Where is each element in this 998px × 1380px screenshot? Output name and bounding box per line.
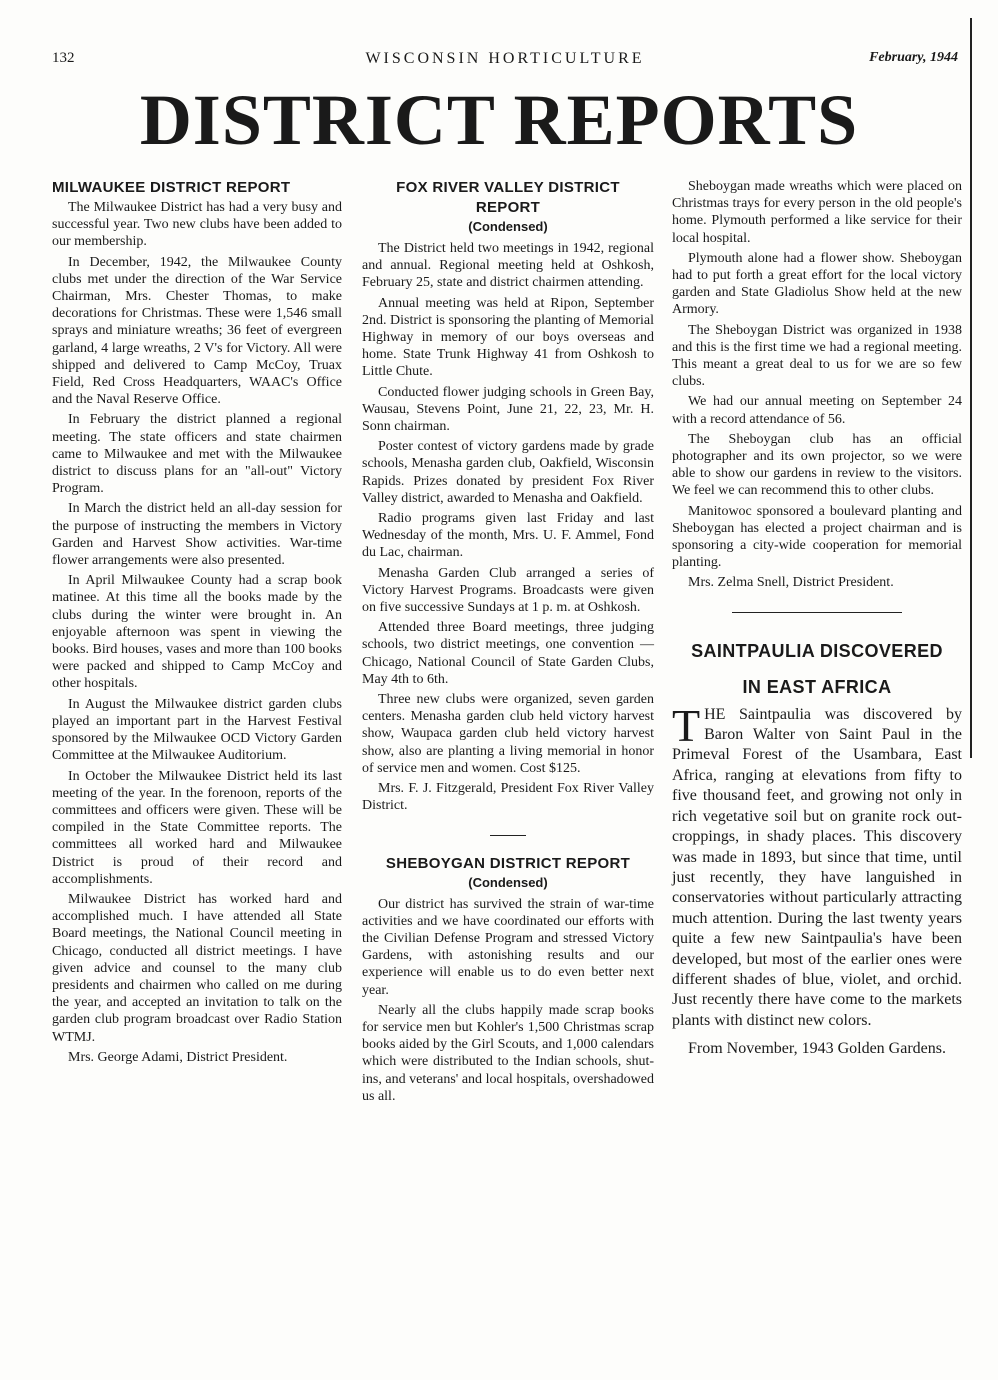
milwaukee-paragraph: In August the Milwaukee district garden clubs played an important part in the Harvest Festival sponsored by the Milwaukee OCD Victory Garden Committee at the Milwaukee Auditorium. (52, 696, 342, 764)
sheboygan-paragraph: The Sheboygan club has an official photographer and its own projector, so we were able to show our gardens in review to the visitors. We feel we can recommend this to other clubs. (672, 431, 962, 499)
drop-cap: T (672, 699, 701, 751)
column-fox-river (362, 178, 654, 1108)
milwaukee-signature: Mrs. George Adami, District President. (68, 1049, 288, 1065)
journal-title: WISCONSIN HORTICULTURE (365, 50, 645, 67)
milwaukee-paragraph: In March the district held an all-day session for the purpose of instructing the members in Victory Garden and Harvest Show activities. War-time flower arrangements were also presented. (52, 501, 342, 569)
sheboygan-heading: SHEBOYGAN DISTRICT REPORT (385, 854, 631, 872)
sheboygan-paragraph: Plymouth alone had a flower show. Sheboygan had to put forth a great effort for the local victory garden and State Gladiolus Show held at the new Armory. (672, 250, 962, 318)
fox-river-subheading: (Condensed) (468, 219, 548, 234)
column-milwaukee (52, 178, 342, 1069)
milwaukee-paragraph: In February the district planned a regional meeting. The state officers and state chairmen came to Milwaukee and met with the Milwaukee district to discuss plans for an "all-out" Victory Program. (52, 412, 342, 497)
milwaukee-paragraph: The Milwaukee District has had a very busy and successful year. Two new clubs have been added to our membership. (52, 200, 342, 250)
fox-river-paragraph: Three new clubs were organized, seven garden centers. Menasha garden club held victory harvest show, Waupaca garden club held victory harvest show, also are planting a living memorial in honor of service men and women. Cost $125. (362, 692, 654, 776)
section-divider (490, 835, 526, 836)
sheboygan-paragraph: Our district has survived the strain of war-time activities and we have coordinated our efforts with the Civilian Defense Program and stressed Victory Gardens, with astonishing results and our experience will enable us to do even better next year. (362, 896, 654, 998)
issue-date: February, 1944 (869, 50, 958, 65)
fox-river-heading: FOX RIVER VALLEY DISTRICT REPORT (396, 179, 620, 216)
fox-river-paragraph: Poster contest of victory gardens made by grade schools, Menasha garden club, Oakfield, Wisconsin Rapids. Prizes donated by president Fox River Valley district, awarded to Menasha and Oakfield. (362, 439, 654, 506)
fox-river-paragraph: Radio programs given last Friday and last Wednesday of the month, Mrs. U. F. Ammel, Fond du Lac, chairman. (362, 511, 654, 561)
saintpaulia-heading-line2: IN EAST AFRICA (742, 676, 892, 697)
sheboygan-paragraph: Nearly all the clubs happily made scrap books for service men but Kohler's 1,500 Christmas scrap books aided by the Girl Scouts, and 1,000 calendars which were distributed to the Indian schools, shut-ins, and veterans' and local hospitals, overshadowed us all. (362, 1002, 654, 1104)
milwaukee-paragraph: In October the Milwaukee District held its last meeting of the year. In the forenoon, reports of the committees and officers were given. These will be compiled in the State Committee reports. The committees all worked hard and Milwaukee District is proud of their record and accomplishments. (52, 768, 342, 887)
fox-river-paragraph: Conducted flower judging schools in Green Bay, Wausau, Stevens Point, June 21, 22, 23, Mr. H. Sonn chairman. (362, 384, 654, 435)
running-head (52, 50, 958, 72)
page-number: 132 (52, 50, 75, 66)
fox-river-paragraph: Annual meeting was held at Ripon, September 2nd. District is sponsoring the planting of Memorial Highway in memory of our boys overseas and home. State Trunk Highway 41 from Oshkosh to Little Chute. (362, 295, 654, 380)
sheboygan-subheading: (Condensed) (468, 874, 548, 890)
milwaukee-heading: MILWAUKEE DISTRICT REPORT (52, 179, 291, 196)
milwaukee-paragraph: In April Milwaukee County had a scrap book matinee. At this time all the books made by the clubs during the winter were brought in. An enjoyable afternoon was spent in viewing the books. Bird houses, vases and more than 100 books were packed and shipped to Camp McCoy and other hospitals. (52, 573, 342, 692)
sheboygan-paragraph: We had our annual meeting on September 24 with a record attendance of 56. (672, 394, 962, 427)
milwaukee-paragraph: Milwaukee District has worked hard and accomplished much. I have attended all State Board meetings, the National Council meeting in Chicago, conducted all district meetings. I have given advice and counsel to the many club presidents and chairmen who called on me during the year, and accepted an invitation to talk on the garden club program broadcast over Radio Station WTMJ. (52, 891, 342, 1045)
sheboygan-paragraph: Manitowoc sponsored a boulevard planting and Sheboygan has elected a project chairman and is sponsoring a city-wide cooperation for memorial planting. (672, 503, 962, 571)
saintpaulia-heading-line1: SAINTPAULIA DISCOVERED (691, 640, 943, 661)
saintpaulia-source: From November, 1943 Golden Gardens. (688, 1040, 946, 1058)
column-right (672, 178, 962, 1063)
milwaukee-paragraph: In December, 1942, the Milwaukee County clubs met under the direction of the War Service Chairman, Mrs. Chester Thomas, to make decorations for Christmas. These were 1,546 small sprays and miniature wreaths; 36 feet of evergreen garland, 4 large wreaths, 2 V's for Victory. All were shipped and delivered to Camp McCoy, Truax Field, Red Cross Headquarters, WAAC's Office and the Naval Reserve Office. (52, 254, 342, 408)
sheboygan-signature: Mrs. Zelma Snell, District President. (688, 575, 894, 591)
saintpaulia-paragraph: HE Saintpaulia was discovered by Baron Walter von Saint Paul in the Primeval Forest of the Usambara, East Africa, ranging at elevations from fifty to five thousand feet, and growing not only in rich vegetative soil but on granite rock out-croppings, in shady places. This discovery was made in 1893, but since that time, until just recently, they have languished in conservatories without particularly attracting much attention. During the last twenty years quite a few new Saintpaulia's have been developed, but most of the earlier ones were different shades of blue, violet, and orchid. Just recently there have come to the markets plants with distinct new colors. (672, 705, 962, 1029)
fox-river-signature: Mrs. F. J. Fitzgerald, President Fox River Valley District. (362, 781, 654, 814)
section-divider (732, 612, 902, 613)
page-title: DISTRICT REPORTS (139, 80, 859, 160)
fox-river-paragraph: Attended three Board meetings, three judging schools, two district meetings, one convention — Chicago, National Council of State Garden Clubs, May 4th to 6th. (362, 620, 654, 687)
fox-river-paragraph: The District held two meetings in 1942, regional and annual. Regional meeting held at Oshkosh, February 25, state and district chairmen attending. (362, 241, 654, 291)
saintpaulia-body (672, 699, 962, 1032)
saintpaulia-heading (672, 633, 962, 705)
fox-river-paragraph: Menasha Garden Club arranged a series of Victory Harvest Programs. Broadcasts were given on five successive Sundays at 1 p. m. at Oshkosh. (362, 565, 654, 616)
sheboygan-paragraph: The Sheboygan District was organized in 1938 and this is the first time we had a regional meeting. This meant a great deal to us for we are so few clubs. (672, 322, 962, 390)
sheboygan-paragraph: Sheboygan made wreaths which were placed on Christmas trays for every person in the old people's home. Plymouth performed a like service for their local hospital. (672, 179, 962, 246)
